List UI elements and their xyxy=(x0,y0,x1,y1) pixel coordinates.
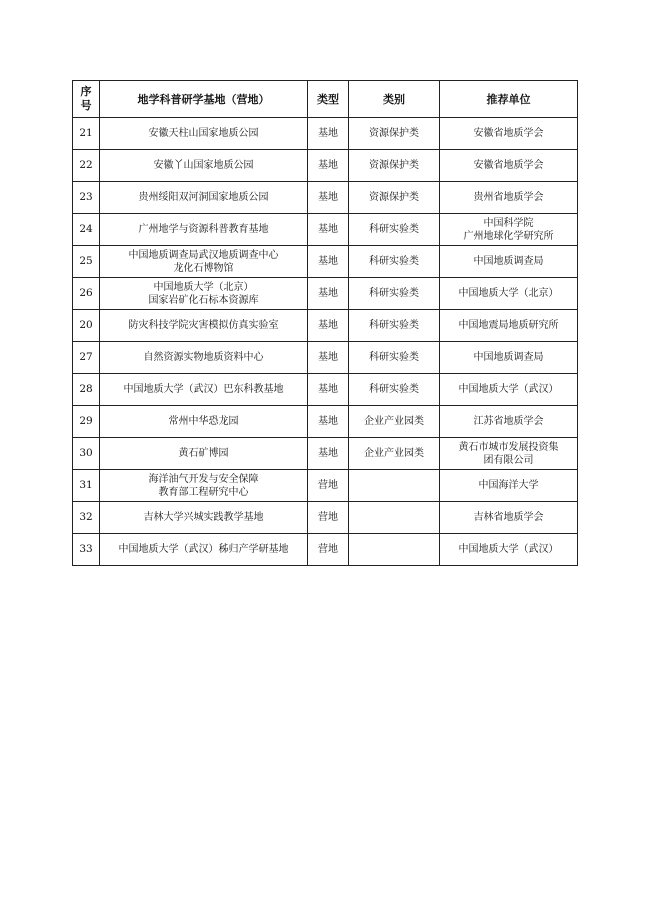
row-base-name: 中国地质大学（武汉）秭归产学研基地 xyxy=(100,534,308,566)
row-category: 科研实验类 xyxy=(349,310,440,342)
row-category: 资源保护类 xyxy=(349,118,440,150)
row-base-name: 黄石矿博园 xyxy=(100,438,308,470)
table-row xyxy=(73,214,578,246)
table-row xyxy=(73,406,578,438)
header-name: 地学科普研学基地（营地） xyxy=(100,81,308,118)
row-category: 科研实验类 xyxy=(349,342,440,374)
row-unit: 中国地质调查局 xyxy=(440,246,578,278)
row-category: 资源保护类 xyxy=(349,150,440,182)
row-category: 科研实验类 xyxy=(349,246,440,278)
row-number: 20 xyxy=(73,310,100,342)
row-base-name: 贵州绥阳双河洞国家地质公园 xyxy=(100,182,308,214)
row-unit: 安徽省地质学会 xyxy=(440,118,578,150)
row-number: 25 xyxy=(73,246,100,278)
row-base-name: 广州地学与资源科普教育基地 xyxy=(100,214,308,246)
row-unit: 中国科学院 广州地球化学研究所 xyxy=(440,214,578,246)
row-type: 基地 xyxy=(308,118,349,150)
table-row xyxy=(73,246,578,278)
row-type: 营地 xyxy=(308,534,349,566)
table-row xyxy=(73,502,578,534)
row-base-name: 常州中华恐龙园 xyxy=(100,406,308,438)
row-number: 29 xyxy=(73,406,100,438)
row-number: 23 xyxy=(73,182,100,214)
table-row xyxy=(73,534,578,566)
row-category: 企业产业园类 xyxy=(349,406,440,438)
table-row xyxy=(73,438,578,470)
row-unit: 贵州省地质学会 xyxy=(440,182,578,214)
row-type: 基地 xyxy=(308,246,349,278)
row-base-name: 海洋油气开发与安全保障 教育部工程研究中心 xyxy=(100,470,308,502)
header-category: 类别 xyxy=(349,81,440,118)
row-number: 32 xyxy=(73,502,100,534)
row-type: 基地 xyxy=(308,438,349,470)
row-type: 基地 xyxy=(308,342,349,374)
table-row xyxy=(73,374,578,406)
row-unit: 江苏省地质学会 xyxy=(440,406,578,438)
row-base-name: 中国地质调查局武汉地质调查中心 龙化石博物馆 xyxy=(100,246,308,278)
row-base-name: 吉林大学兴城实践教学基地 xyxy=(100,502,308,534)
row-number: 22 xyxy=(73,150,100,182)
header-type: 类型 xyxy=(308,81,349,118)
row-number: 30 xyxy=(73,438,100,470)
row-category xyxy=(349,470,440,502)
row-category: 科研实验类 xyxy=(349,278,440,310)
row-unit: 中国海洋大学 xyxy=(440,470,578,502)
row-unit: 吉林省地质学会 xyxy=(440,502,578,534)
table-row xyxy=(73,118,578,150)
row-base-name: 安徽天柱山国家地质公园 xyxy=(100,118,308,150)
row-category: 资源保护类 xyxy=(349,182,440,214)
row-type: 基地 xyxy=(308,214,349,246)
table-row xyxy=(73,150,578,182)
bases-table xyxy=(72,80,578,566)
row-category: 科研实验类 xyxy=(349,374,440,406)
row-type: 基地 xyxy=(308,374,349,406)
row-base-name: 中国地质大学（武汉）巴东科教基地 xyxy=(100,374,308,406)
row-number: 33 xyxy=(73,534,100,566)
row-base-name: 自然资源实物地质资料中心 xyxy=(100,342,308,374)
row-unit: 中国地质大学（武汉） xyxy=(440,534,578,566)
row-number: 28 xyxy=(73,374,100,406)
row-type: 基地 xyxy=(308,150,349,182)
table-row xyxy=(73,182,578,214)
header-unit: 推荐单位 xyxy=(440,81,578,118)
table-row xyxy=(73,342,578,374)
table-row xyxy=(73,470,578,502)
row-unit: 黄石市城市发展投资集 团有限公司 xyxy=(440,438,578,470)
row-number: 31 xyxy=(73,470,100,502)
row-category xyxy=(349,502,440,534)
row-category: 科研实验类 xyxy=(349,214,440,246)
row-base-name: 中国地质大学（北京） 国家岩矿化石标本资源库 xyxy=(100,278,308,310)
header-row xyxy=(73,81,578,118)
row-base-name: 防灾科技学院灾害模拟仿真实验室 xyxy=(100,310,308,342)
row-type: 营地 xyxy=(308,502,349,534)
row-number: 26 xyxy=(73,278,100,310)
row-unit: 中国地震局地质研究所 xyxy=(440,310,578,342)
row-type: 基地 xyxy=(308,310,349,342)
row-unit: 安徽省地质学会 xyxy=(440,150,578,182)
row-number: 24 xyxy=(73,214,100,246)
row-number: 21 xyxy=(73,118,100,150)
row-base-name: 安徽丫山国家地质公园 xyxy=(100,150,308,182)
table-row xyxy=(73,278,578,310)
row-type: 基地 xyxy=(308,406,349,438)
row-category xyxy=(349,534,440,566)
row-category: 企业产业园类 xyxy=(349,438,440,470)
row-type: 营地 xyxy=(308,470,349,502)
row-unit: 中国地质大学（北京） xyxy=(440,278,578,310)
row-number: 27 xyxy=(73,342,100,374)
row-unit: 中国地质调查局 xyxy=(440,342,578,374)
row-type: 基地 xyxy=(308,278,349,310)
row-type: 基地 xyxy=(308,182,349,214)
table-row xyxy=(73,310,578,342)
header-seq: 序 号 xyxy=(73,81,100,118)
row-unit: 中国地质大学（武汉） xyxy=(440,374,578,406)
